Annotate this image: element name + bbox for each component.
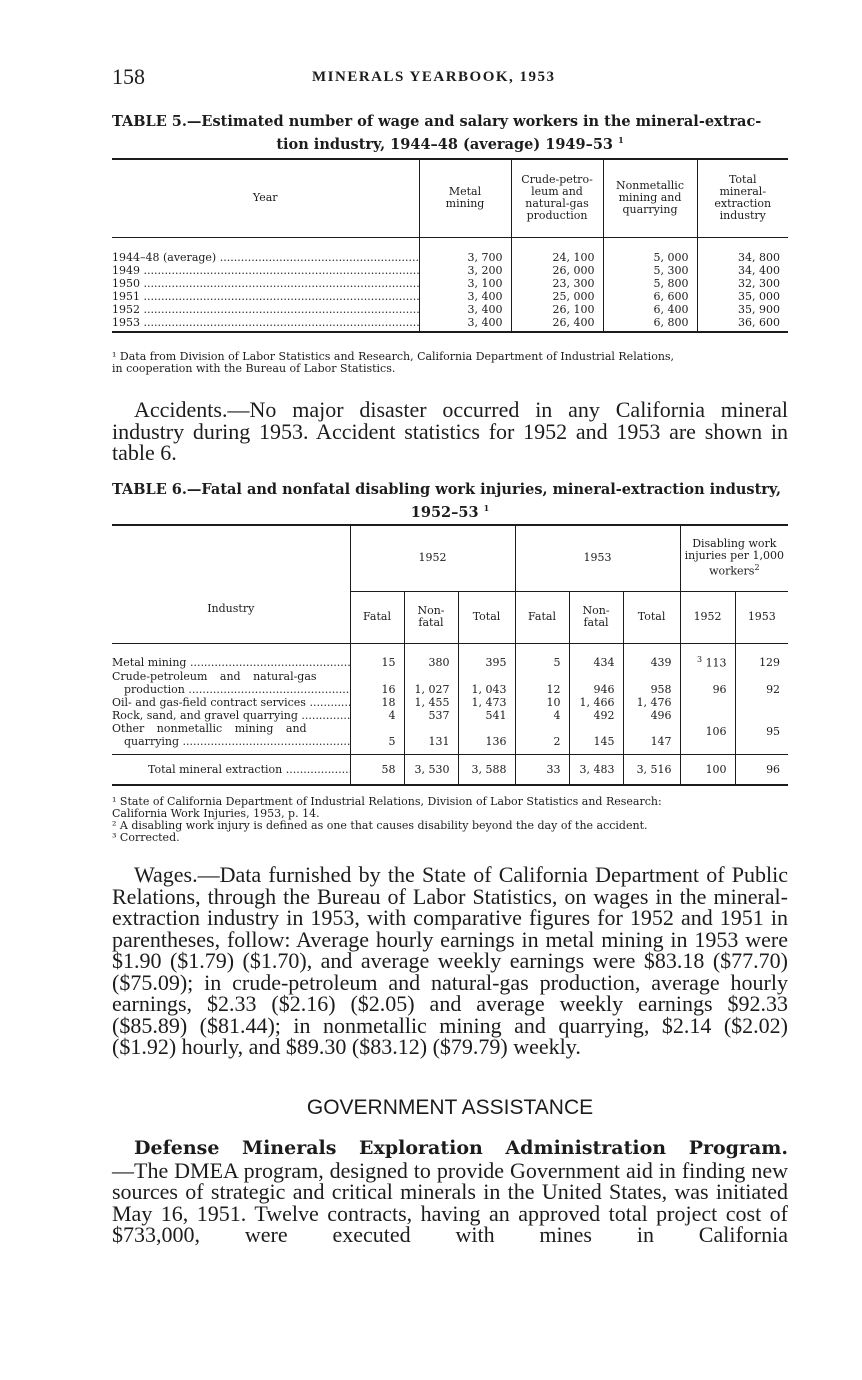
table5 — [112, 158, 788, 333]
table5-col-year: Year — [252, 191, 278, 205]
running-title: MINERALS YEARBOOK, 1953 — [312, 69, 556, 85]
crude-cell: 26, 000 — [511, 264, 603, 277]
nonfatal-53-cell: 492 — [569, 709, 623, 722]
nonmetallic-cell: 5, 300 — [603, 264, 697, 277]
total-52-cell: 1, 473 — [458, 696, 515, 709]
total-cell: 34, 400 — [697, 264, 788, 277]
total-53-cell: 496 — [623, 709, 680, 722]
table6-caption — [112, 481, 788, 522]
total-53-cell: 1, 476 — [623, 696, 680, 709]
accidents-text: —No major disaster occurred in any California mineral industry during 1953. Accident statistics for 1952 and 1953 are shown in table 6. — [112, 397, 788, 465]
fatal-52-cell: 4 — [350, 709, 404, 722]
year-cell: 1951 ..... — [112, 290, 419, 303]
rate-53-cell: 129 — [735, 655, 788, 670]
table6-sub-nonfatal-52: Non- fatal — [404, 591, 458, 643]
table6-footnote2: ² A disabling work injury is defined as one that causes disability beyond the day of the accident. — [112, 819, 648, 832]
wages-paragraph — [112, 864, 788, 1058]
table-row — [112, 277, 788, 290]
rate-52-note: 3 — [696, 655, 703, 664]
rate-52-value: 113 — [705, 656, 727, 670]
total-cell: 35, 900 — [697, 303, 788, 316]
fatal-52-cell: 5 — [350, 735, 404, 755]
table-row — [112, 655, 788, 670]
fatal-53-cell: 5 — [515, 655, 569, 670]
table6-footnote1-line1: ¹ State of California Department of Industrial Relations, Division of Labor Statistics and Research: — [112, 795, 662, 808]
table6-sub-rate-53: 1953 — [735, 591, 788, 643]
nonfatal-53-cell: 434 — [569, 655, 623, 670]
fatal-53-cell: 10 — [515, 696, 569, 709]
industry-cell: Other nonmetallic mining and — [112, 721, 307, 735]
accidents-paragraph — [112, 399, 788, 464]
table5-col-total: Total mineral- extraction industry — [697, 159, 788, 237]
table6-sub-nonfatal-53: Non- fatal — [569, 591, 623, 643]
rate-53-cell: 95 — [735, 709, 788, 755]
nonfatal-52-cell: 3, 530 — [404, 755, 458, 785]
crude-cell: 23, 300 — [511, 277, 603, 290]
year-cell: 1949 ..... — [112, 264, 419, 277]
crude-cell: 26, 100 — [511, 303, 603, 316]
total-53-cell: 147 — [623, 735, 680, 755]
fatal-53-cell: 2 — [515, 735, 569, 755]
industry-cell: production ..... — [112, 683, 350, 696]
fatal-52-cell: 58 — [350, 755, 404, 785]
table5-caption — [112, 113, 788, 154]
table5-header-row — [112, 159, 788, 237]
rate-52-cell — [680, 655, 735, 670]
table6-sub-fatal-53: Fatal — [515, 591, 569, 643]
wages-heading: Wages. — [134, 862, 198, 887]
table5-caption-line2: tion industry, 1944–48 (average) 1949–53 — [276, 135, 614, 153]
running-head — [112, 64, 788, 94]
table6-sub-total-52: Total — [458, 591, 515, 643]
table-row — [112, 303, 788, 316]
nonmetallic-cell: 5, 800 — [603, 277, 697, 290]
nonmetallic-cell: 6, 600 — [603, 290, 697, 303]
table6-sub-rate-52: 1952 — [680, 591, 735, 643]
table5-caption-note: 1 — [618, 135, 624, 145]
metal-cell: 3, 400 — [419, 316, 511, 332]
table6-col-industry: Industry — [207, 602, 255, 616]
crude-cell: 26, 400 — [511, 316, 603, 332]
fatal-53-cell: 4 — [515, 709, 569, 722]
total-52-cell: 1, 043 — [458, 683, 515, 696]
table6-footnotes — [112, 796, 788, 844]
table-row — [112, 264, 788, 277]
table6 — [112, 524, 788, 786]
table6-footnote3: ³ Corrected. — [112, 831, 180, 844]
total-53-cell: 958 — [623, 683, 680, 696]
industry-cell: Oil- and gas-field contract services ..... — [112, 696, 350, 709]
wages-text: —Data furnished by the State of California Department of Public Relations, through the Bureau of Labor Statistics, on wages in the mineral-extraction industry in 1953, with comparative figures for 1952 and 1951 in parentheses, follow: Average hourly earnings in metal mining in 1953 were $1.90 ($1.79) ($1.70), and average weekly earnings were $83.18 ($77.70) ($75.09); in crude-petroleum and natural-gas production, average hourly earnings, $2.33 ($2.16) ($2.05) and average weekly earnings $92.33 ($85.89) ($81.44); in nonmetallic mining and quarrying, $2.14 ($2.02) ($1.92) hourly, and $89.30 ($83.12) ($79.79) weekly. — [112, 862, 788, 1059]
nonfatal-52-cell: 537 — [404, 709, 458, 722]
industry-cell: Crude-petroleum and natural-gas — [112, 669, 317, 683]
table5-caption-line1: TABLE 5.—Estimated number of wage and salary workers in the mineral-extrac- — [112, 113, 762, 130]
year-cell: 1952 ..... — [112, 303, 419, 316]
rate-52-cell: 96 — [680, 670, 735, 709]
total-52-cell: 136 — [458, 735, 515, 755]
nonfatal-53-cell: 1, 466 — [569, 696, 623, 709]
table6-col-rate-label: Disabling work injuries per 1,000 workers — [684, 537, 784, 579]
industry-cell: quarrying ..... — [112, 735, 350, 755]
total-cell: 34, 800 — [697, 251, 788, 264]
table5-col-nonmetallic: Nonmetallic mining and quarrying — [603, 159, 697, 237]
industry-cell: Rock, sand, and gravel quarrying ..... — [112, 709, 350, 722]
page-number: 158 — [112, 64, 145, 89]
rate-53-cell: 96 — [735, 755, 788, 785]
table6-sub-fatal-52: Fatal — [350, 591, 404, 643]
table5-col-crude: Crude-petro- leum and natural-gas production — [511, 159, 603, 237]
total-53-cell: 439 — [623, 655, 680, 670]
table5-footnote-line1: ¹ Data from Division of Labor Statistics and Research, California Department of Industrial Relations, — [112, 350, 675, 363]
nonfatal-53-cell: 145 — [569, 735, 623, 755]
total-cell: 35, 000 — [697, 290, 788, 303]
table5-footnote-line2: in cooperation with the Bureau of Labor Statistics. — [112, 362, 396, 375]
nonfatal-53-cell: 3, 483 — [569, 755, 623, 785]
table6-col-rate-note: 2 — [754, 563, 760, 573]
nonmetallic-cell: 6, 800 — [603, 316, 697, 332]
section-heading: GOVERNMENT ASSISTANCE — [306, 1096, 594, 1119]
metal-cell: 3, 200 — [419, 264, 511, 277]
table6-footnote1-line2: California Work Injuries, 1953, p. 14. — [112, 807, 320, 820]
nonmetallic-cell: 6, 400 — [603, 303, 697, 316]
fatal-53-cell: 12 — [515, 683, 569, 696]
rate-53-cell: 92 — [735, 670, 788, 709]
total-cell: 36, 600 — [697, 316, 788, 332]
fatal-53-cell: 33 — [515, 755, 569, 785]
metal-cell: 3, 100 — [419, 277, 511, 290]
table-row — [112, 755, 788, 785]
table6-caption-note: 1 — [483, 503, 490, 513]
table-row — [112, 251, 788, 264]
year-cell: 1950 ..... — [112, 277, 419, 290]
table6-caption-line1: TABLE 6.—Fatal and nonfatal disabling work injuries, mineral-extraction industry, — [112, 481, 781, 498]
dmea-heading: Defense Minerals Exploration Administration Program. — [134, 1137, 788, 1159]
total-52-cell: 541 — [458, 709, 515, 722]
table6-caption-line2: 1952–53 — [410, 503, 479, 521]
crude-cell: 24, 100 — [511, 251, 603, 264]
nonfatal-53-cell: 946 — [569, 683, 623, 696]
accidents-heading: Accidents. — [134, 397, 228, 422]
year-cell: 1953 ..... — [112, 316, 419, 332]
table6-col-1952: 1952 — [350, 525, 515, 591]
rate-52-cell: 100 — [680, 755, 735, 785]
total-53-cell: 3, 516 — [623, 755, 680, 785]
table6-header-row — [112, 525, 788, 591]
nonfatal-52-cell: 380 — [404, 655, 458, 670]
nonmetallic-cell: 5, 000 — [603, 251, 697, 264]
industry-cell: Total mineral extraction ..... — [112, 755, 350, 785]
dmea-paragraph — [112, 1136, 788, 1246]
table-row — [112, 709, 788, 722]
metal-cell: 3, 400 — [419, 290, 511, 303]
table-row — [112, 316, 788, 332]
table5-footnote — [112, 351, 788, 375]
metal-cell: 3, 400 — [419, 303, 511, 316]
nonfatal-52-cell: 1, 455 — [404, 696, 458, 709]
crude-cell: 25, 000 — [511, 290, 603, 303]
table6-col-rate — [680, 525, 788, 591]
table6-col-1953: 1953 — [515, 525, 680, 591]
dmea-text: —The DMEA program, designed to provide Government aid in finding new sources of strategic and critical minerals in the United States, was initiated May 16, 1951. Twelve contracts, having an approved total project cost of $733,000, were executed with mines in California — [112, 1157, 788, 1247]
total-cell: 32, 300 — [697, 277, 788, 290]
table-row — [112, 290, 788, 303]
nonfatal-52-cell: 1, 027 — [404, 683, 458, 696]
table6-sub-total-53: Total — [623, 591, 680, 643]
table-row — [112, 670, 788, 683]
total-52-cell: 3, 588 — [458, 755, 515, 785]
industry-cell: Metal mining ..... — [112, 655, 350, 670]
metal-cell: 3, 700 — [419, 251, 511, 264]
year-cell: 1944–48 (average) ..... — [112, 251, 419, 264]
rate-52-cell: 106 — [680, 709, 735, 755]
nonfatal-52-cell: 131 — [404, 735, 458, 755]
table5-col-metal: Metal mining — [419, 159, 511, 237]
fatal-52-cell: 15 — [350, 655, 404, 670]
total-52-cell: 395 — [458, 655, 515, 670]
fatal-52-cell: 16 — [350, 683, 404, 696]
fatal-52-cell: 18 — [350, 696, 404, 709]
